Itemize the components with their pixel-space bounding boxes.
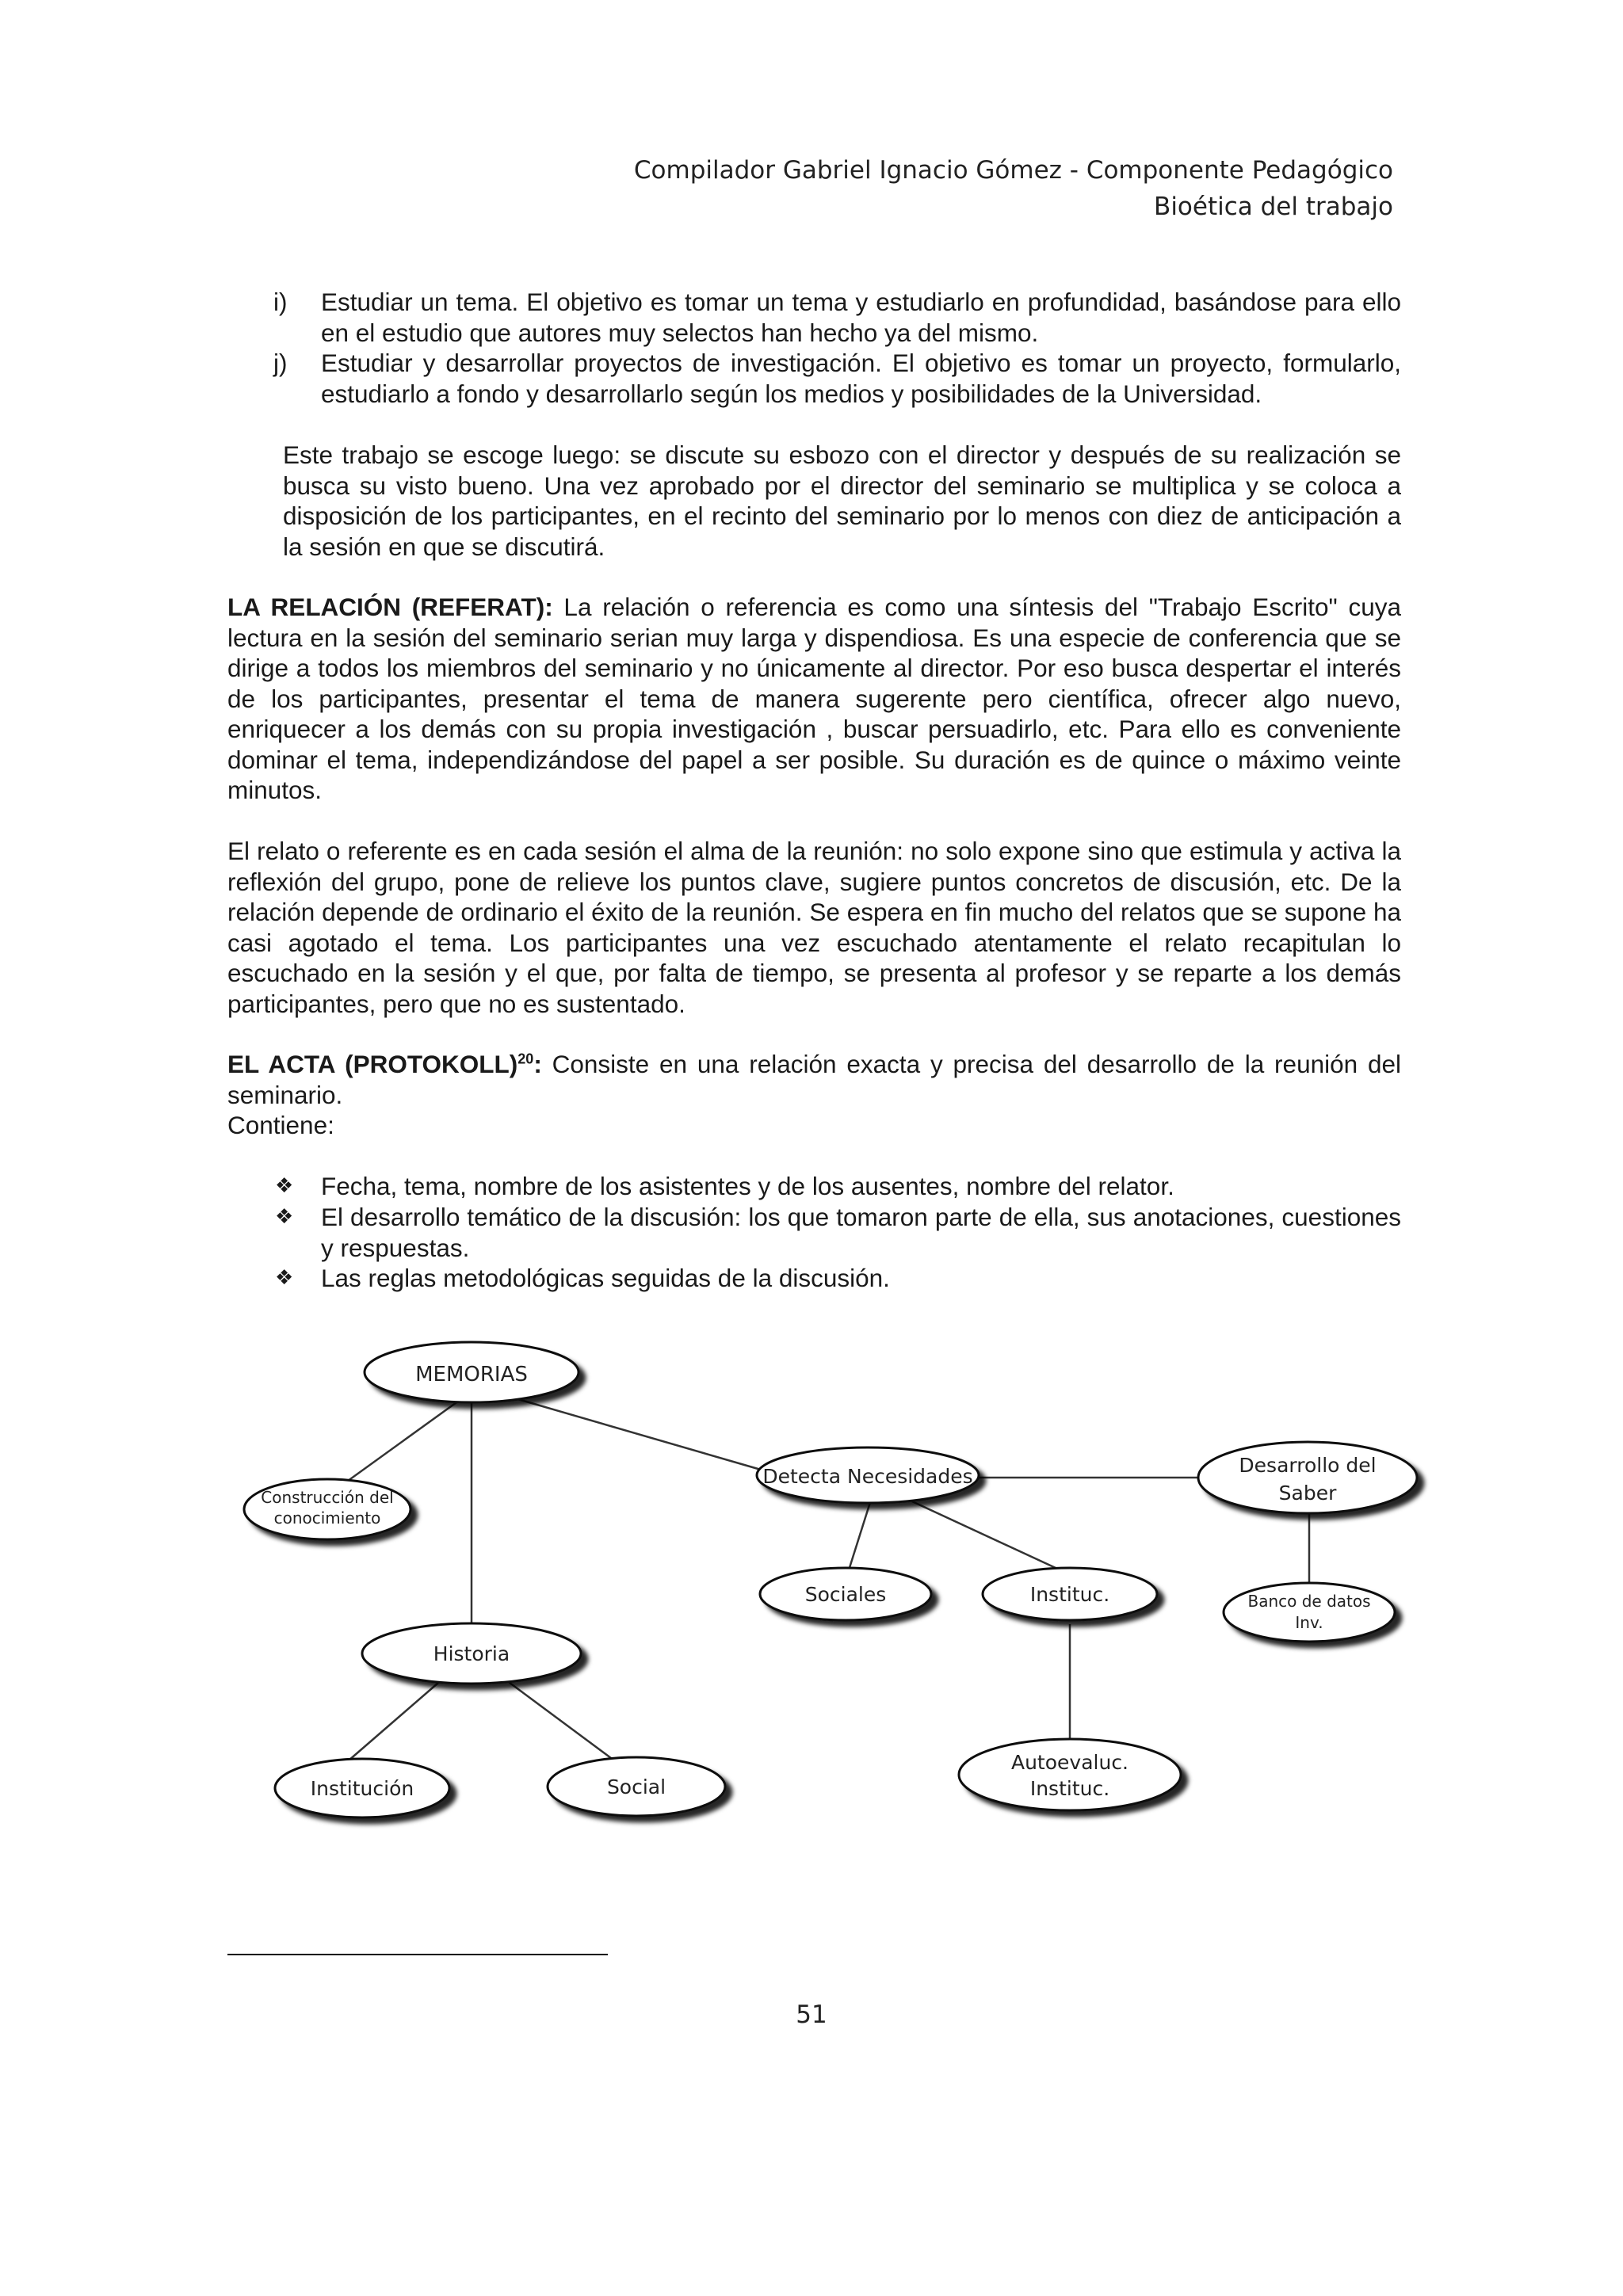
svg-text:Social: Social bbox=[606, 1775, 666, 1798]
list-text: Estudiar un tema. El objetivo es tomar un tema y estudiarlo en profundidad, basándose para ello en el estudio que autores muy selectos han hecho ya del mismo. bbox=[321, 288, 1401, 347]
relacion-text: La relación o referencia es como una síntesis del "Trabajo Escrito" cuya lectura en la sesión del seminario serian muy larga y dispendiosa. Es una especie de conferencia que se dirige a todos los miembros del seminario y no únicamente al director. Por eso busca despertar el interés de los participantes, presentar el tema de manera sugerente pero científica, ofrecer algo nuevo, enriquecer a los demás con su propia investigación , buscar persuadirlo, etc. Para ello es conveniente dominar el tema, independizándose del papel a ser posible. Su duración es de quince o máximo veinte minutos. bbox=[227, 593, 1401, 804]
acta-paragraph: EL ACTA (PROTOKOLL)$^{20}$: Consiste en una relación exacta y precisa del desarrollo de la reunión del seminario. Contiene: bbox=[227, 1050, 1401, 1139]
node-detecta-necesidades bbox=[757, 1447, 979, 1503]
node-desarrollo-saber bbox=[1198, 1442, 1417, 1513]
node-memorias bbox=[365, 1342, 579, 1402]
node-sociales bbox=[760, 1568, 931, 1620]
svg-text:Inv.: Inv. bbox=[1295, 1613, 1323, 1632]
list-text: Estudiar y desarrollar proyectos de investigación. El objetivo es tomar un proyecto, formularlo, estudiarlo a fondo y desarrollarlo según los medios y posibilidades de la Universidad. bbox=[321, 349, 1401, 408]
footnote-ref: 20 bbox=[517, 1051, 534, 1067]
svg-text:Detecta Necesidades: Detecta Necesidades bbox=[762, 1465, 973, 1488]
list-marker: i) bbox=[273, 288, 288, 316]
svg-text:Construcción del: Construcción del bbox=[261, 1488, 394, 1507]
svg-text:Desarrollo del: Desarrollo del bbox=[1239, 1454, 1377, 1477]
node-construccion-conocimiento bbox=[244, 1479, 411, 1539]
footnote-separator bbox=[227, 1954, 608, 1955]
list-marker: j) bbox=[273, 349, 288, 377]
svg-text:Sociales: Sociales bbox=[804, 1583, 887, 1606]
acta-text: Consiste en una relación exacta y precisa del desarrollo de la reunión del seminario. bbox=[227, 1050, 1401, 1109]
page-number: 51 bbox=[796, 2000, 827, 2029]
document-page: Compilador Gabriel Ignacio Gómez - Componente Pedagógico Bioética del trabajo i) Estudiar un tema. El objetivo es tomar un tema y estudiarlo en profundidad, basándose para ello en el estudio que autores muy selectos han hecho ya del mismo. j) Estudiar y desarrollar proyectos de investigación. El objetivo es tomar un proyecto, formularlo, estudiarlo a fondo y desarrollarlo según los medios y posibilidades de la Universidad. Este trabajo se escoge luego: se discute su esbozo con el director y después de su realización se busca su visto bueno. Una vez aprobado por el director del seminario se multiplica y se coloca a disposición de los participantes, en el recinto del seminario por lo menos con diez de anticipación a la sesión en que se discutirá. LA RELACIÓN (REFERAT): La relación o referencia es como una síntesis del "Trabajo Escrito" cuya lectura en la sesión del seminario serian muy larga y dispendiosa. Es una especie de conferencia que se dirige a todos los miembros del seminario y no únicamente al director. Por eso busca despertar el interés de los participantes, presentar el tema de manera sugerente pero científica, ofrecer algo nuevo, enriquecer a los demás con su propia investigación , buscar persuadirlo, etc. Para ello es conveniente dominar el tema, independizándose del papel a ser posible. Su duración es de quince o máximo veinte minutos. El relato o referente es en cada sesión el alma de la reunión: no solo expone sino que estimula y activa la reflexión del grupo, pone de relieve los puntos clave, sugiere puntos concretos de discusión, etc. De la relación depende de ordinario el éxito de la reunión. Se espera en fin mucho del relatos que se supone ha casi agotado el tema. Los participantes una vez escuchado atentamente el relato recapitulan lo escuchado en la sesión y el que, por falta de tiempo, se presenta al profesor y se reparte a los demás participantes, pero que no es sustentado. EL ACTA (PROTOKOLL)$^{20}$: Consiste en una relación exacta y precisa del desarrollo de la reunión del seminario. Contiene: ❖ Fecha, tema, nombre de los asistentes y de los ausentes, nombre del relator. ❖ El desarrollo temático de la discusión: los que tomaron parte de ella, sus anotaciones, cuestiones y respuestas. ❖ Las reglas metodológicas seguidas de la discusión. MEMORIAS Construcción del conocimiento Detecta Necesidades Desarrollo del Saber Sociales Instituc. Banco de datos Inv. Historia Autoevaluc. Instituc. Institución Social 51 bbox=[0, 0, 1623, 2296]
indented-paragraph: Este trabajo se escoge luego: se discute su esbozo con el director y después de su realización se busca su visto bueno. Una vez aprobado por el director del seminario se multiplica y se coloca a disposición de los participantes, en el recinto del seminario por lo menos con diez de anticipación a la sesión en que se discutirá. bbox=[283, 441, 1401, 561]
relacion-heading: LA RELACIÓN (REFERAT): bbox=[227, 593, 553, 621]
svg-text:Institución: Institución bbox=[310, 1777, 414, 1800]
diamond-bullet-icon: ❖ bbox=[275, 1174, 294, 1198]
svg-text:Historia: Historia bbox=[433, 1642, 510, 1665]
svg-text:Autoevaluc.: Autoevaluc. bbox=[1010, 1751, 1129, 1774]
diamond-bullet-icon: ❖ bbox=[275, 1266, 294, 1290]
node-instituc bbox=[983, 1568, 1157, 1620]
header-line-1: Compilador Gabriel Ignacio Gómez - Componente Pedagógico bbox=[633, 156, 1393, 185]
header-line-2: Bioética del trabajo bbox=[1154, 193, 1393, 221]
relato-paragraph: El relato o referente es en cada sesión el alma de la reunión: no solo expone sino que estimula y activa la reflexión del grupo, pone de relieve los puntos clave, sugiere puntos concretos de discusión, etc. De la relación depende de ordinario el éxito de la reunión. Se espera en fin mucho del relatos que se supone ha casi agotado el tema. Los participantes una vez escuchado atentamente el relato recapitulan lo escuchado en la sesión y el que, por falta de tiempo, se presenta al profesor y se reparte a los demás participantes, pero que no es sustentado. bbox=[227, 837, 1401, 1018]
node-historia bbox=[362, 1623, 581, 1684]
svg-text:Instituc.: Instituc. bbox=[1029, 1777, 1110, 1800]
svg-text:Banco de datos: Banco de datos bbox=[1247, 1592, 1371, 1611]
node-social bbox=[548, 1757, 725, 1816]
node-autoevaluc bbox=[959, 1739, 1181, 1810]
acta-heading: EL ACTA (PROTOKOLL) bbox=[227, 1050, 518, 1078]
diamond-bullet-icon: ❖ bbox=[275, 1205, 294, 1229]
node-institucion bbox=[275, 1759, 449, 1817]
node-banco-datos bbox=[1224, 1583, 1395, 1642]
svg-text:MEMORIAS: MEMORIAS bbox=[415, 1363, 528, 1386]
svg-text:Instituc.: Instituc. bbox=[1029, 1583, 1110, 1606]
contiene-label: Contiene: bbox=[227, 1111, 334, 1139]
svg-text:Saber: Saber bbox=[1278, 1482, 1337, 1505]
svg-text:conocimiento: conocimiento bbox=[273, 1508, 381, 1527]
